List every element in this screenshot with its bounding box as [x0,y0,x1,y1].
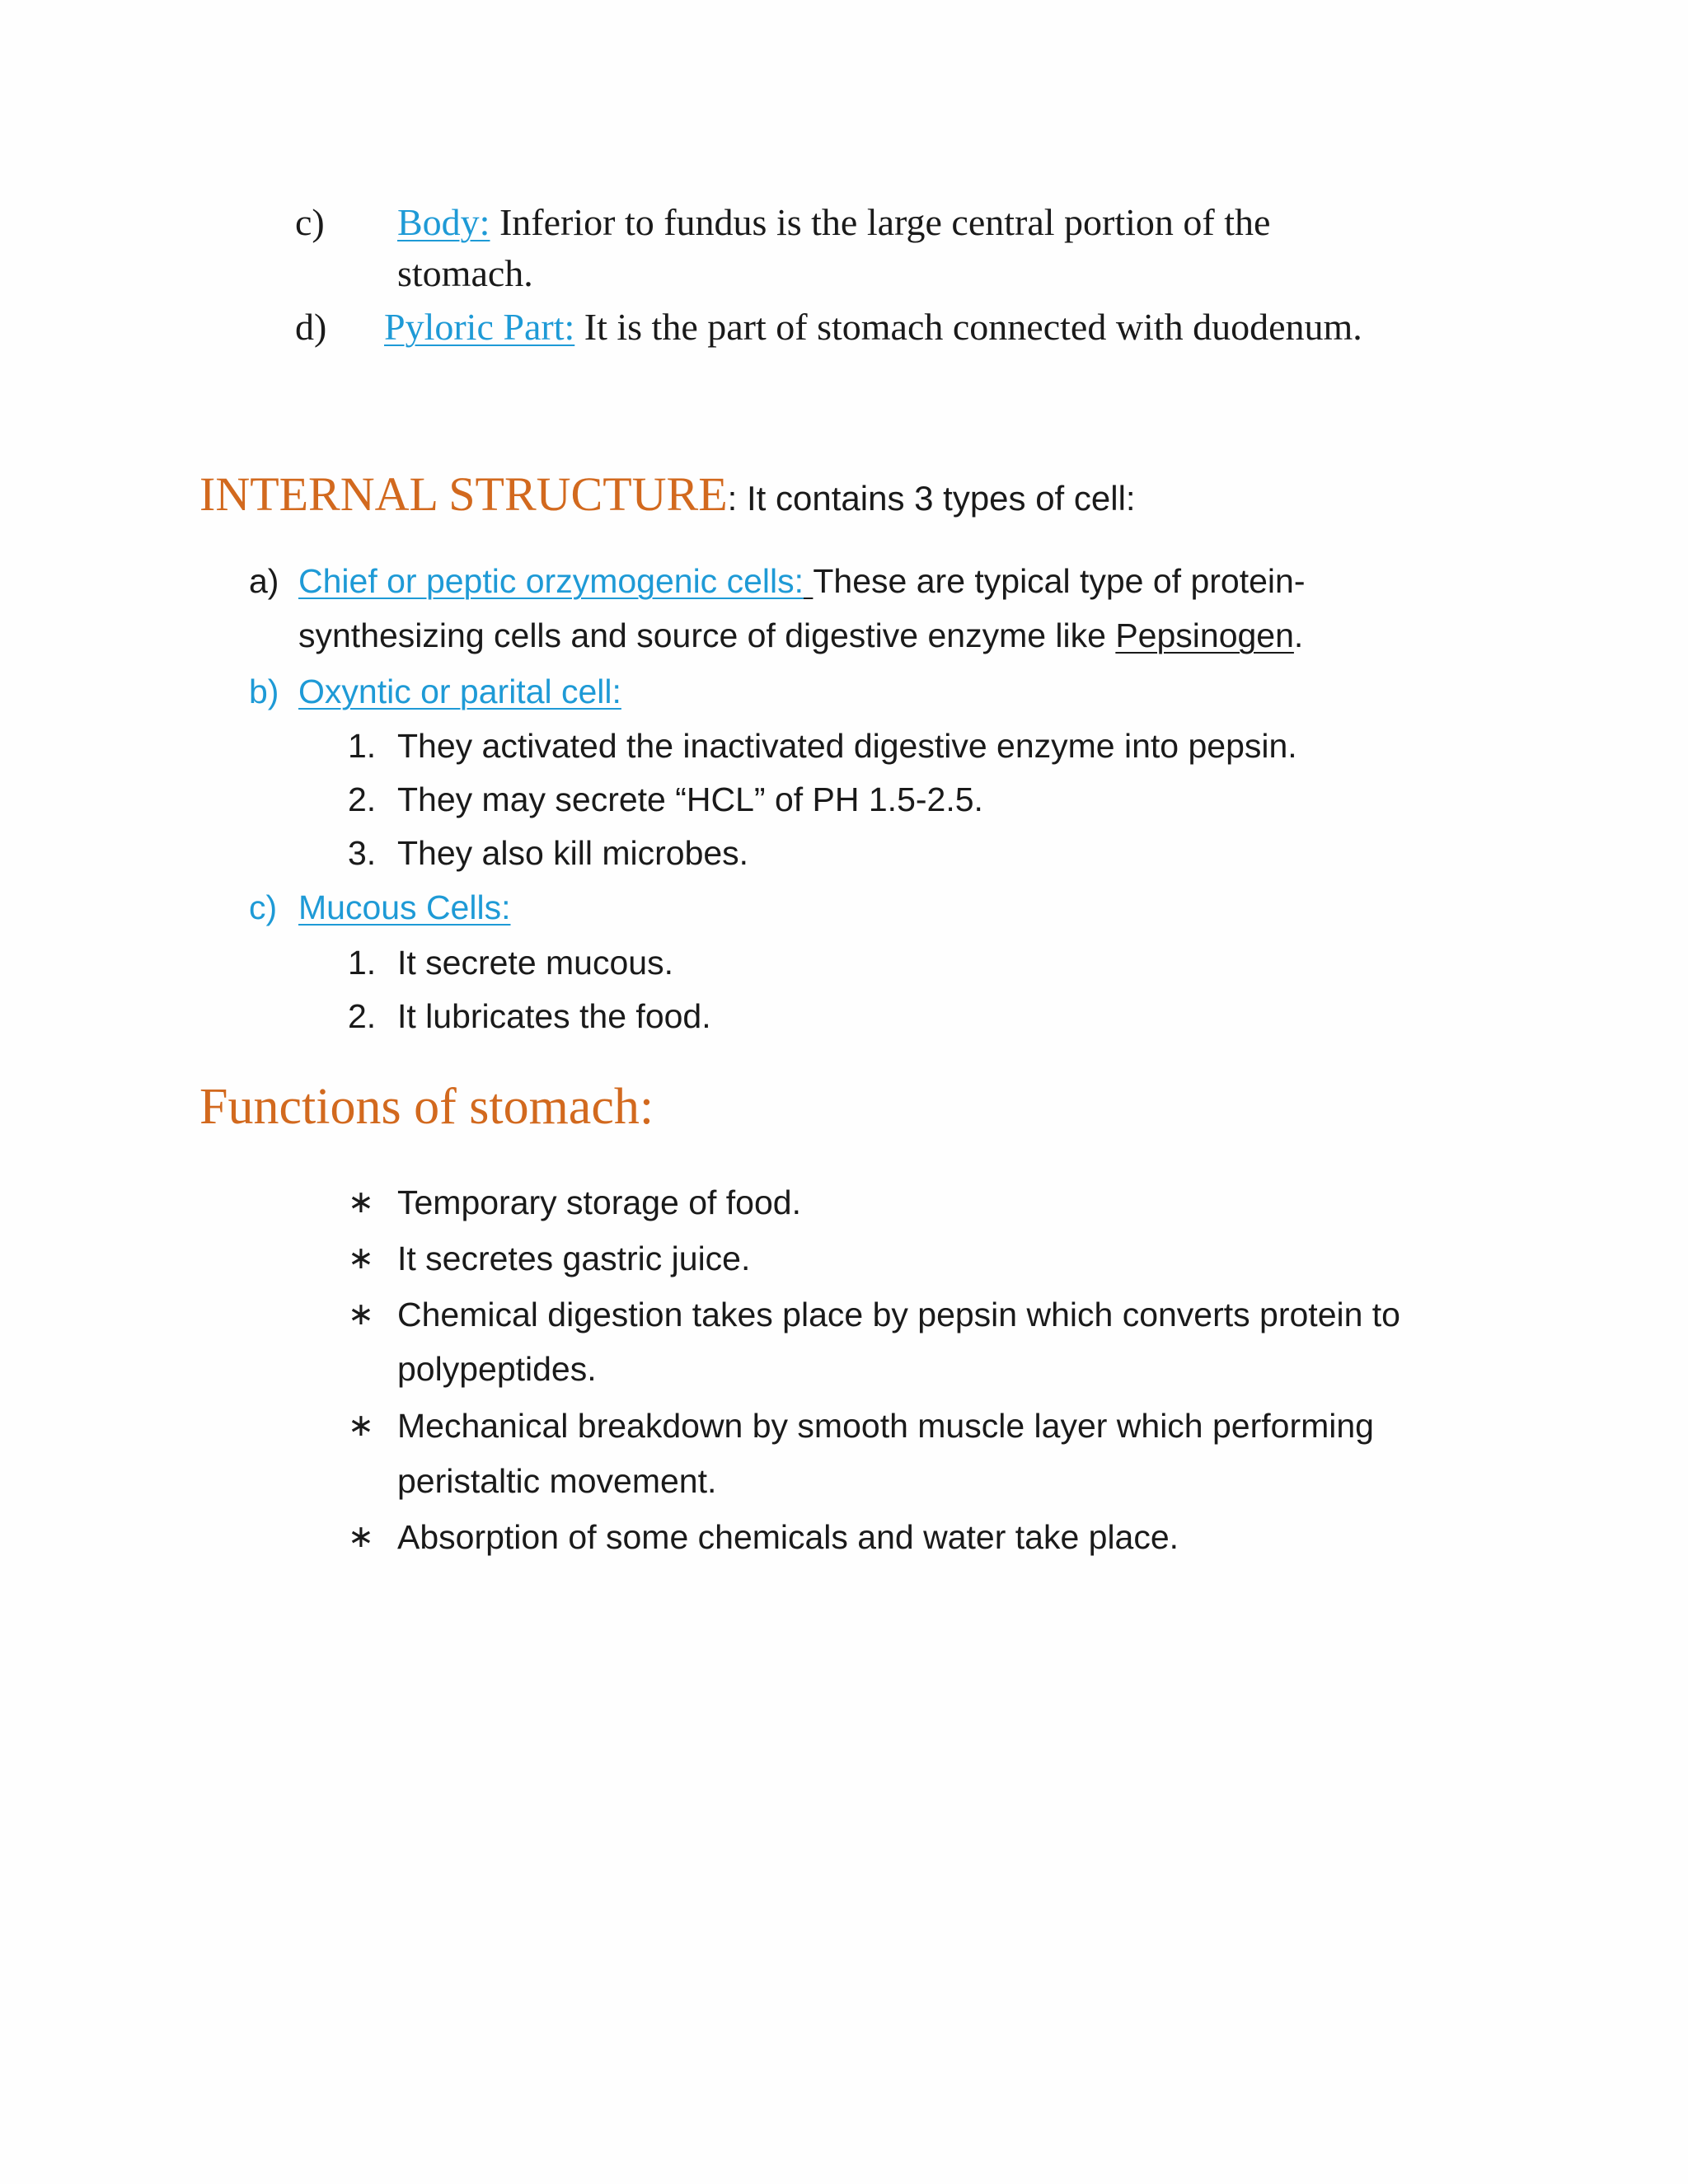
function-item-1: Temporary storage of food. [397,1183,801,1221]
function-item-3: Chemical digestion takes place by pepsin which converts protein to [397,1296,1400,1333]
function-item-4-cont: peristaltic movement. [397,1462,717,1500]
chief-cells-cont-text: synthesizing cells and source of digestive enzyme like [298,616,1116,654]
internal-structure-heading-line [199,462,1136,540]
body-continuation: stomach. [397,252,533,294]
list-marker-a: a) [249,562,279,600]
body-term: Body: [397,201,490,243]
pyloric-text: It is the part of stomach connected with duodenum. [574,306,1362,348]
oxyntic-term: Oxyntic or parital cell: [298,673,621,710]
bullet-icon: ∗ [348,1520,374,1554]
mucous-item-2: It lubricates the food. [397,997,711,1035]
functions-heading: Functions of stomach: [199,1079,654,1135]
function-item-3-cont: polypeptides. [397,1350,597,1388]
bullet-icon: ∗ [348,1408,374,1443]
chief-cells-text: These are typical type of protein- [813,562,1306,600]
body-text: Inferior to fundus is the large central portion of the [490,201,1271,243]
oxyntic-item-2: They may secrete “HCL” of PH 1.5-2.5. [397,780,983,818]
bullet-icon: ∗ [348,1241,374,1276]
oxyntic-num-3: 3. [348,834,377,872]
list-marker-b: b) [249,673,279,710]
pepsinogen-term: Pepsinogen [1115,616,1294,654]
function-item-4: Mechanical breakdown by smooth muscle layer which performing [397,1407,1374,1445]
mucous-term: Mucous Cells: [298,888,511,926]
function-item-5: Absorption of some chemicals and water take place. [397,1518,1179,1556]
list-marker-d: d) [295,306,327,348]
pyloric-term: Pyloric Part: [384,306,575,348]
oxyntic-item-1: They activated the inactivated digestive enzyme into pepsin. [397,727,1297,765]
function-item-2: It secretes gastric juice. [397,1240,751,1277]
mucous-item-1: It secrete mucous. [397,944,673,982]
mucous-num-1: 1. [348,944,377,982]
bullet-icon: ∗ [348,1185,374,1220]
list-marker-c: c) [295,201,325,243]
list-marker-c-mucous: c) [249,888,278,926]
oxyntic-num-1: 1. [348,727,377,765]
oxyntic-num-2: 2. [348,780,377,818]
chief-cells-gap [804,562,813,600]
bullet-icon: ∗ [348,1297,374,1332]
mucous-num-2: 2. [348,997,377,1035]
chief-cells-term: Chief or peptic orzymogenic cells: [298,562,804,600]
internal-structure-subtitle: : It contains 3 types of cell: [727,479,1136,518]
oxyntic-item-3: They also kill microbes. [397,834,749,872]
internal-structure-heading: INTERNAL STRUCTURE [199,467,728,521]
chief-cells-item [298,554,1305,608]
pyloric-item [384,302,1362,353]
chief-cells-continuation [298,608,1303,663]
chief-cells-cont-end: . [1293,616,1304,654]
body-item [397,197,1270,248]
